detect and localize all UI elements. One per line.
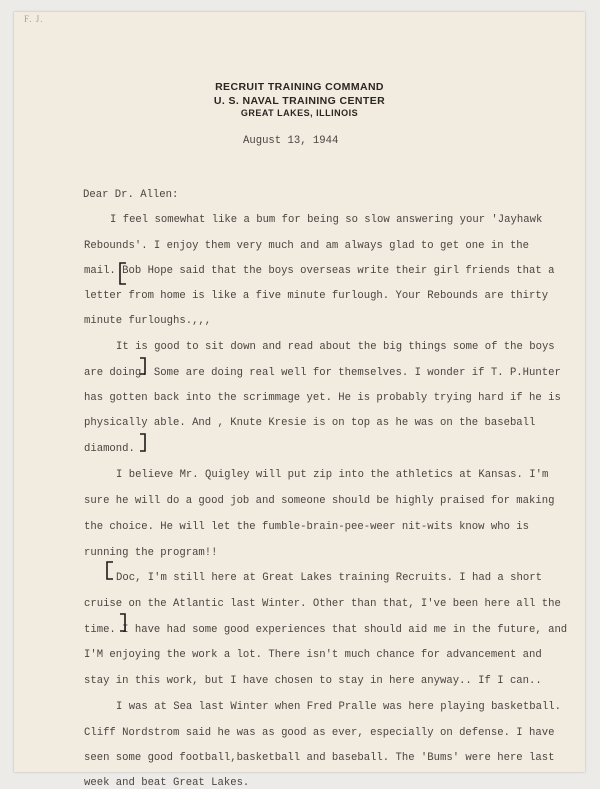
body-line-12: sure he will do a good job and someone should be highly praised for making — [84, 495, 555, 507]
body-line-16: cruise on the Atlantic last Winter. Other than that, I've been here all the — [84, 598, 561, 610]
body-line-11: I believe Mr. Quigley will put zip into the athletics at Kansas. I'm — [116, 469, 549, 481]
body-line-18: I'M enjoying the work a lot. There isn't much chance for advancement and — [84, 649, 542, 661]
body-line-10: diamond. — [84, 443, 135, 455]
body-line-3: mail. Bob Hope said that the boys overseas write their girl friends that a — [84, 265, 555, 277]
letterhead-line-2: U. S. NAVAL TRAINING CENTER — [213, 95, 386, 107]
letter-page — [14, 12, 585, 789]
salutation: Dear Dr. Allen: — [83, 189, 179, 201]
body-line-7: are doing. Some are doing real well for themselves. I wonder if T. P.Hunter — [84, 367, 561, 379]
bracket-mark-3 — [140, 434, 145, 451]
body-line-5: minute furloughs.,,, — [84, 315, 212, 327]
body-line-14: running the program!! — [84, 547, 218, 559]
bracket-mark-4 — [107, 562, 113, 579]
body-line-1: I feel somewhat like a bum for being so slow answering your 'Jayhawk — [110, 214, 543, 226]
letterhead-line-1: RECRUIT TRAINING COMMAND — [215, 81, 384, 93]
body-line-2: Rebounds'. I enjoy them very much and am always glad to get one in the — [84, 240, 530, 252]
body-line-17: time. I have had some good experiences that should aid me in the future, and — [84, 624, 568, 636]
body-line-6: It is good to sit down and read about the big things some of the boys — [116, 341, 555, 353]
body-line-8: has gotten back into the scrimmage yet. He is probably trying hard if he is — [84, 392, 561, 404]
body-line-19: stay in this work, but I have chosen to stay in here anyway.. If I can.. — [84, 675, 542, 687]
body-line-9: physically able. And , Knute Kresie is on top as he was on the baseball — [84, 417, 536, 429]
corner-mark: F. J. — [24, 14, 44, 24]
letter-date: August 13, 1944 — [243, 135, 339, 147]
letterhead-line-3: GREAT LAKES, ILLINOIS — [240, 108, 359, 118]
body-line-23: week and beat Great Lakes. — [84, 777, 250, 789]
body-line-15: Doc, I'm still here at Great Lakes training Recruits. I had a short — [116, 572, 542, 584]
body-line-4: letter from home is like a five minute furlough. Your Rebounds are thirty — [84, 290, 549, 302]
body-line-20: I was at Sea last Winter when Fred Pralle was here playing basketball. — [116, 701, 562, 713]
body-line-22: seen some good football,basketball and baseball. The 'Bums' were here last — [84, 752, 555, 764]
letterhead — [14, 80, 585, 118]
body-line-21: Cliff Nordstrom said he was as good as ever, especially on defense. I have — [84, 727, 555, 739]
body-line-13: the choice. He will let the fumble-brain-pee-weer nit-wits know who is — [84, 521, 530, 533]
